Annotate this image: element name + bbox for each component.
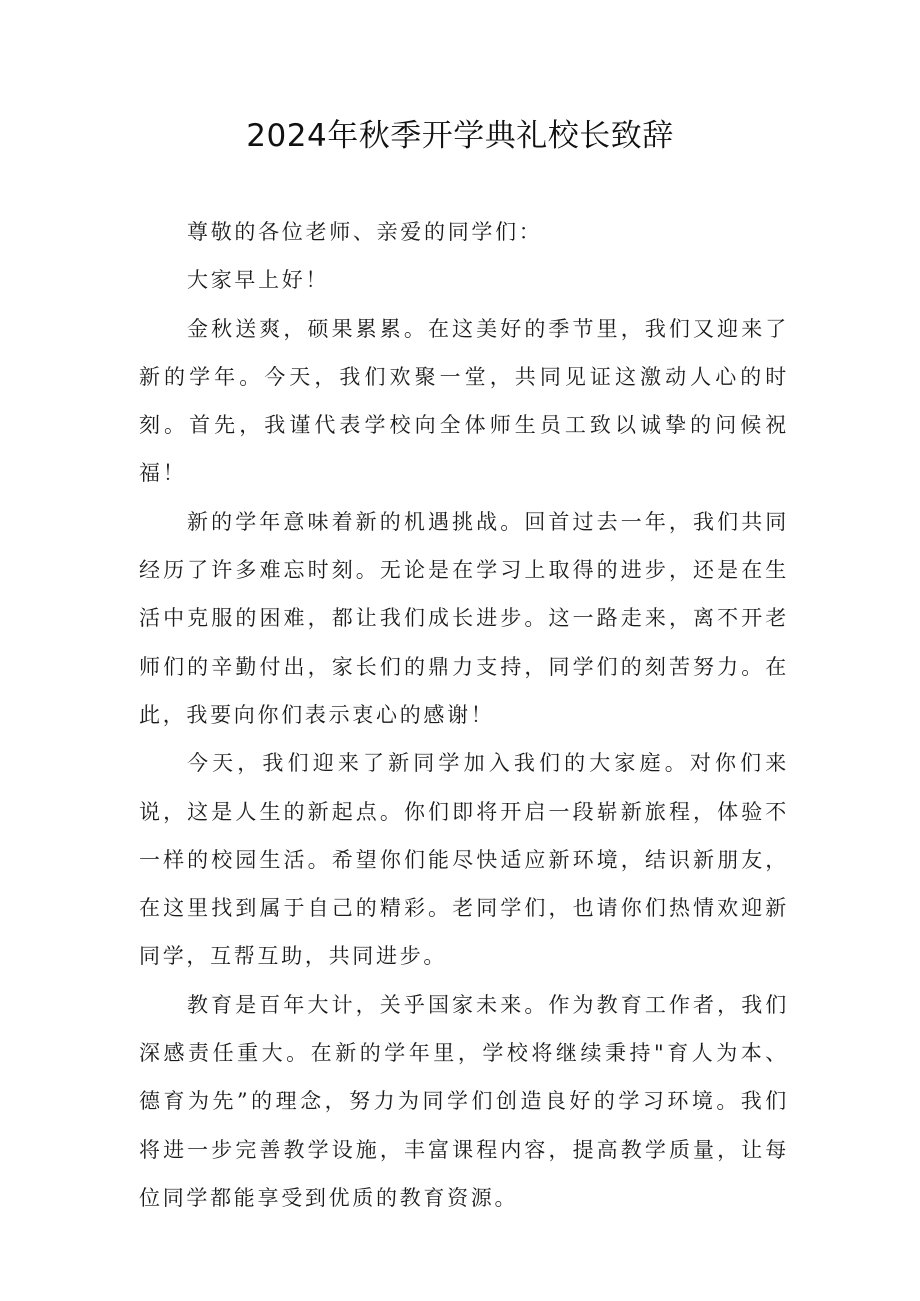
paragraph-2: 新的学年意味着新的机遇挑战。回首过去一年，我们共同经历了许多难忘时刻。无论是在学习上取得的进步，还是在生活中克服的困难，都让我们成长进步。这一路走来，离不开老师们的辛勤付出，家长们的鼎力支持，同学们的刻苦努力。在此，我要向你们表示衷心的感谢！ xyxy=(139,509,789,727)
paragraph-4: 教育是百年大计，关乎国家未来。作为教育工作者，我们深感责任重大。在新的学年里，学校将继续秉持"育人为本、德育为先”的理念，努力为同学们创造良好的学习环境。我们将进一步完善教学设施，丰富课程内容，提高教学质量，让每位同学都能享受到优质的教育资源。 xyxy=(139,992,789,1210)
document-title: 2024年秋季开学典礼校长致辞 xyxy=(246,118,674,154)
salutation: 尊敬的各位老师、亲爱的同学们： xyxy=(187,220,543,244)
paragraph-1: 金秋送爽，硕果累累。在这美好的季节里，我们又迎来了新的学年。今天，我们欢聚一堂，共同见证这激动人心的时刻。首先，我谨代表学校向全体师生员工致以诚挚的问候祝福！ xyxy=(139,316,789,486)
greeting: 大家早上好！ xyxy=(187,268,330,293)
paragraph-3: 今天，我们迎来了新同学加入我们的大家庭。对你们来说，这是人生的新起点。你们即将开启一段崭新旅程，体验不一样的校园生活。希望你们能尽快适应新环境，结识新朋友，在这里找到属于自己的精彩。老同学们，也请你们热情欢迎新同学，互帮互助，共同进步。 xyxy=(139,751,789,969)
speech-body xyxy=(139,208,789,1222)
